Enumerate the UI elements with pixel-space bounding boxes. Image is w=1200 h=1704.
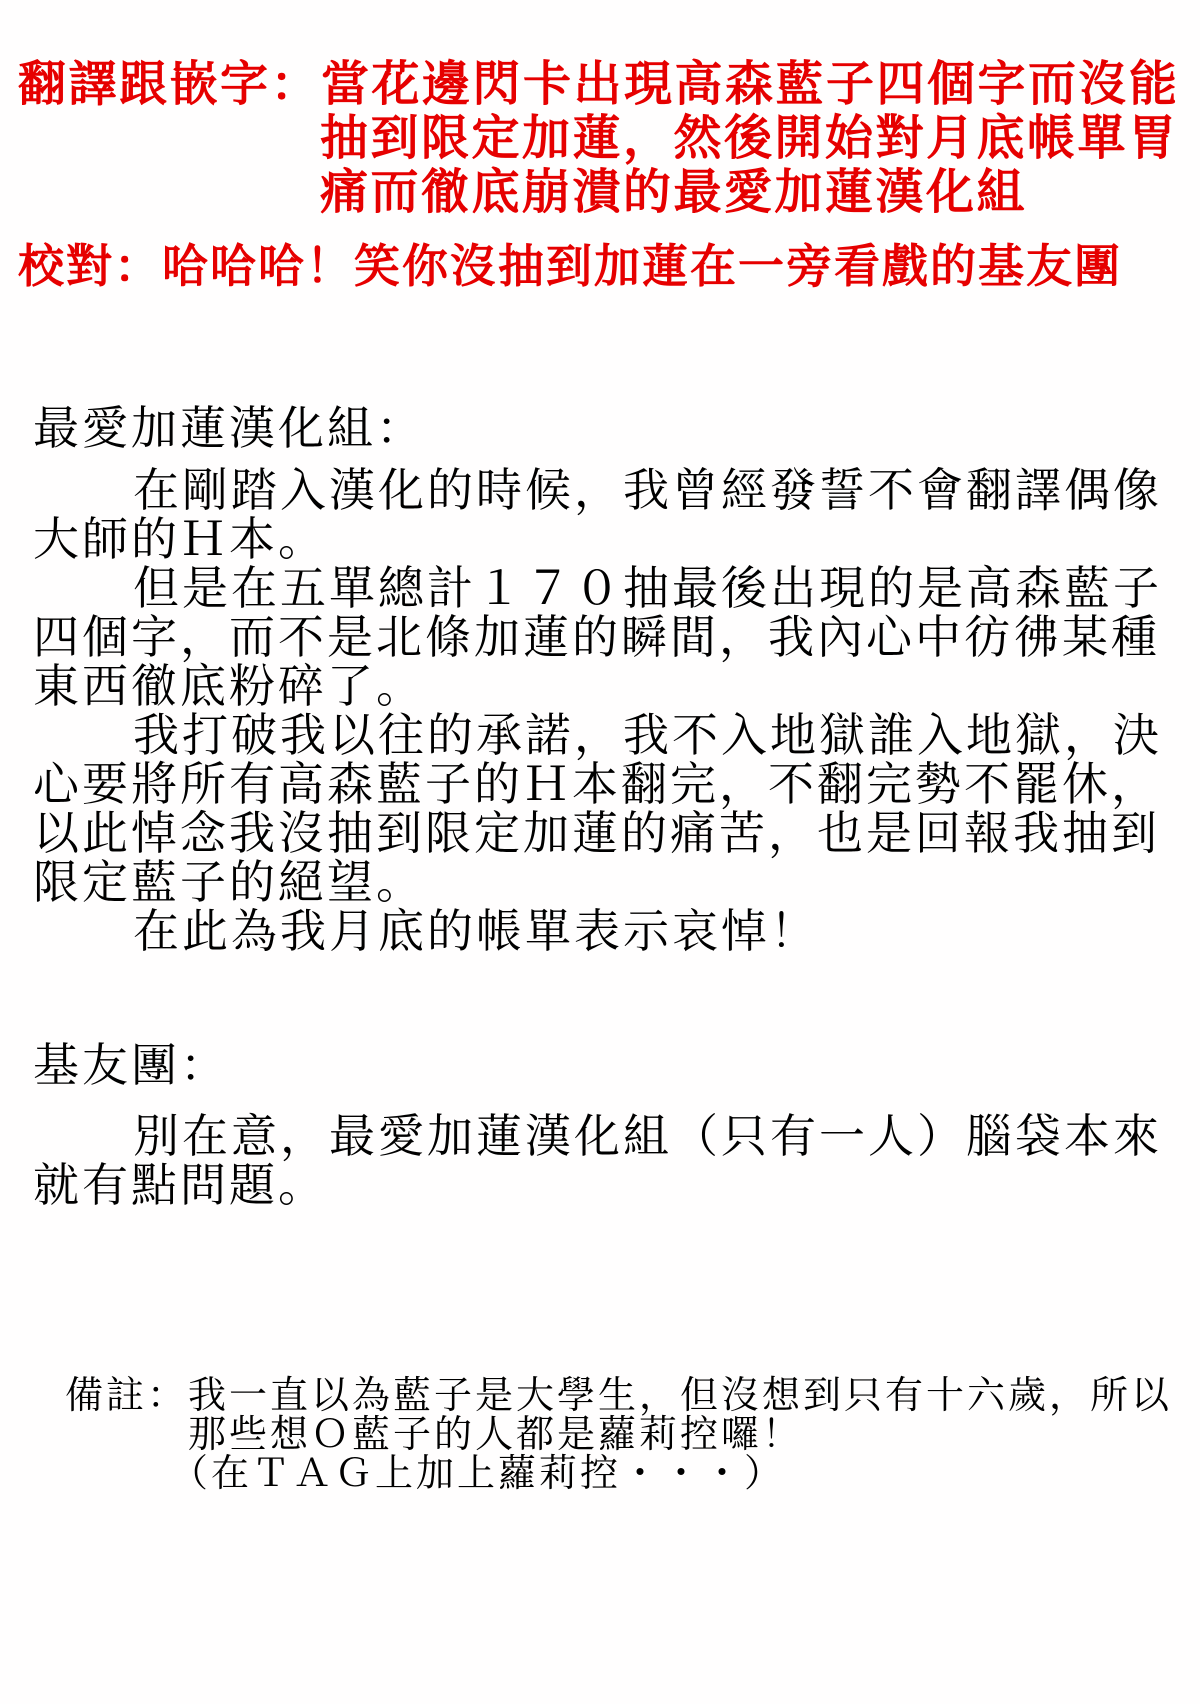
credit-proofreader-line: 校對：哈哈哈！笑你沒抽到加蓮在一旁看戲的基友團 xyxy=(18,241,1122,292)
body-line: 大師的Ｈ本。 xyxy=(33,514,327,565)
section-heading-hanhua-group: 最愛加蓮漢化組： xyxy=(33,403,425,454)
body-line: 東西徹底粉碎了。 xyxy=(33,661,425,712)
footnote-line-2: 那些想Ｏ藍子的人都是蘿莉控囉！ xyxy=(188,1414,804,1456)
body-line: 心要將所有高森藍子的Ｈ本翻完，不翻完勢不罷休， xyxy=(33,759,1160,810)
section-body-hanhua-group xyxy=(33,466,1193,956)
body-line: 以此悼念我沒抽到限定加蓮的痛苦，也是回報我抽到 xyxy=(33,808,1160,859)
section-body-jiyou-group xyxy=(33,1112,1193,1210)
credit-proofreader xyxy=(18,240,1122,294)
body-line: 在此為我月底的帳單表示哀悼！ xyxy=(133,906,819,957)
body-line: 但是在五單總計１７０抽最後出現的是高森藍子 xyxy=(133,563,1162,614)
section-heading-jiyou-group: 基友團： xyxy=(33,1040,229,1091)
body-line: 四個字，而不是北條加蓮的瞬間，我內心中彷彿某種 xyxy=(33,612,1160,663)
body-line: 在剛踏入漢化的時候，我曾經發誓不會翻譯偶像 xyxy=(133,465,1162,516)
footnote xyxy=(65,1377,1172,1494)
footnote-line-3: （在ＴＡＧ上加上蘿莉控・・・） xyxy=(170,1453,786,1495)
credit-translator xyxy=(18,58,1180,220)
credit-translator-line-3: 痛而徹底崩潰的最愛加蓮漢化組 xyxy=(320,166,1028,219)
body-line: 就有點問題。 xyxy=(33,1160,327,1211)
body-line: 我打破我以往的承諾，我不入地獄誰入地獄，決 xyxy=(133,710,1162,761)
credit-translator-line-1: 翻譯跟嵌字：當花邊閃卡出現高森藍子四個字而沒能 xyxy=(18,58,1180,111)
footnote-line-1: 備註：我一直以為藍子是大學生，但沒想到只有十六歲，所以 xyxy=(65,1375,1173,1417)
body-line: 別在意，最愛加蓮漢化組（只有一人）腦袋本來 xyxy=(133,1111,1162,1162)
body-line: 限定藍子的絕望。 xyxy=(33,857,425,908)
credit-translator-line-2: 抽到限定加蓮，然後開始對月底帳單胃 xyxy=(320,112,1179,165)
